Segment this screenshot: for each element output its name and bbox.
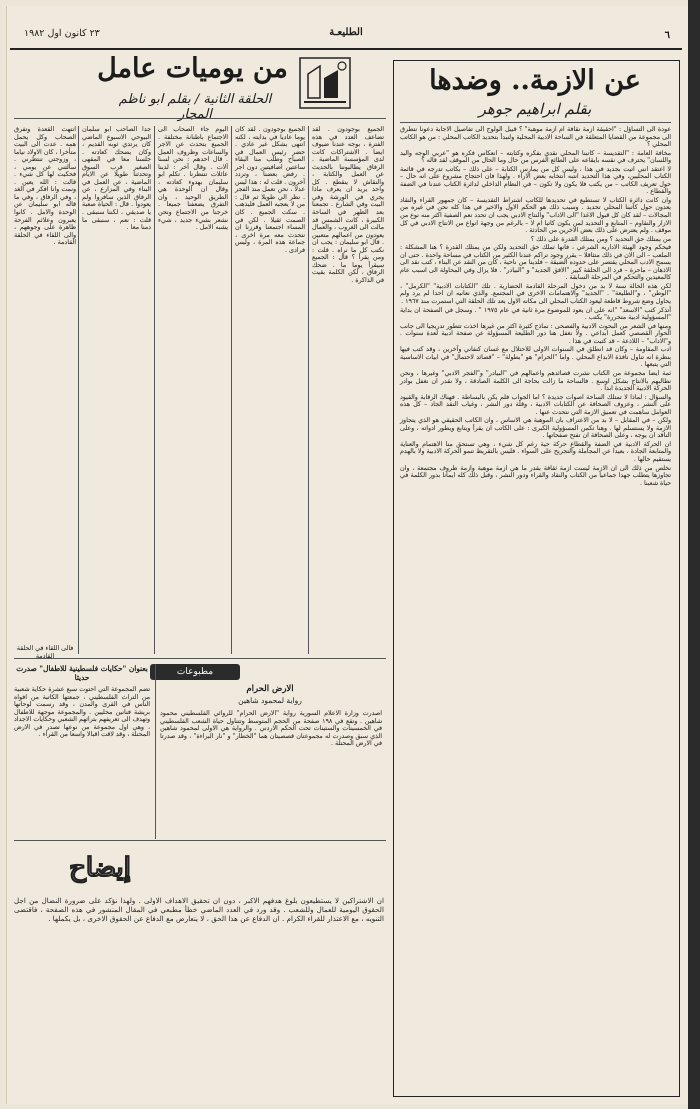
column-divider [231, 126, 232, 654]
paragraph: أتذكر كتب "الاسعد" "انه على ان يعود للموضوع مرة ثانية في عام ١٩٧٥ " . وسجل في الصفحة ان بداية "المسؤولية ادبية متحررة" يكتب . [400, 306, 671, 322]
right-article-byline: بقلم ابراهيم جوهر [478, 100, 592, 118]
clarification-title: إيضاح [69, 853, 131, 883]
review-book-author: رواية لمحمود شاهين [238, 696, 302, 705]
notice-title: بعنوان "حكايات فلسطينية للاطفال" صدرت حديثا [16, 664, 148, 682]
review-book-title: الارض الحرام [246, 684, 294, 694]
paragraph: ادب المقاومة – وكان قد انطلق في السنوات الاولى للاحتلال مع غسان كنفاني وآخرين ، وقد كتب فيها بنظرة انه تناول نافذة الابداع المحلي . واما "الحرام" هو "بطولة" – "قصائد لاحتمال" في ابيات الاساسية التي يتبعها . [400, 346, 671, 369]
left-article-footer: فالى اللقاء في الحلقة القادمة [16, 645, 74, 660]
issue-date: ٢٣ كانون اول ١٩٨٢ [24, 28, 100, 39]
section-rule [14, 658, 386, 659]
right-article-title: عن الازمة.. وضدها [429, 65, 641, 96]
left-article-column-1: الجميع بوجودون . لقد تضاعف العدد في هذه الفترة ، بوجه عندنا ضيوف ايضا . الاشتراكات كانت لدى المؤسسة الماضية . الرفاق يطالبوننا بالحديث عن العمل والكتابة ، والنقاش لا ينقطع . كل واحد يريد ان يعرف ماذا يجري في الورشة وفي البيت وفي الشارع . تجمعنا بعد الظهر في الساحة الكبيرة ، كانت الشمس قد مالت الى الغروب ، والعمال يعودون من اعمالهم متعبين . قال ابو سليمان : يجب ان نكتب كل ما نراه . قلت : ومن يقرأ ؟ قال : الجميع سيقرأ يوما ما . ضحك الرفاق ، لكن الكلمة بقيت في الذاكرة . [312, 126, 384, 284]
binding-edge [688, 0, 700, 1109]
paragraph: نخلص من ذلك الى ان الازمة ليست ازمة ثقافة بقدر ما هي ازمة موهبة وازمة ظروف مجتمعة ، وان تجاوزها يتطلب جهدا جماعيا من الكتاب والنقاد والقراء ودور النشر ، وقبل ذلك كله ايمانا بدور الكلمة في حياة شعبنا . [400, 464, 671, 487]
left-article-column-5: انتهت القعدة وتفرق الصحاب وكل يحمل همه . عدت الى البيت متأخرا ، كان الاولاد نياما ، وزوجتي تنتظرني . سألتني عن يومي ، فحكيت لها كل شيء . قالت : الله يعين . ونمت وانا افكر في الغد ، وفي الرفاق ، وفي ما قاله ابو سليمان عن الوحدة والامل . كانوا يعبرون وعلائم الفرحة ظاهرة على وجوههم ، والى اللقاء في الحلقة القادمة . [14, 126, 76, 247]
left-article-column-2: الجميع بوجودون . لقد كان يوما عاديا في بدايته ، لكنه انتهى بشكل غير عادي . حضر رئيس العمال في الصباح وطلب منا البقاء ساعتين اضافيتين دون اجر . رفض بعضنا ، وتردد آخرون . قلت له : هذا ليس عدلا ، نحن نعمل منذ الفجر . نظر الي طويلا ثم قال : من لا يعجبه العمل فليذهب . سكت الجميع . كان الصمت ثقيلا . لكن في المساء اجتمعنا وقررنا ان نتحدث معه مرة اخرى ، جماعة هذه المرة ، وليس فرادى . [235, 126, 305, 254]
paragraph: ولكن – في المقابل – لا بد من الاعتراف بان الموهبة هي الاساس ، وان الكاتب الحقيقي هو الذي يتجاوز الازمة ولا يستسلم لها . وهنا تكمن المسؤولية الكبرى : على الكاتب ان يقرأ ويتابع ويطور ادواته ، وعلى الناقد ان يوجه ، وعلى الصحافة ان تفتح صفحاتها . [400, 417, 671, 440]
paragraph: مخافة العامة : "التقديسة – كاتبنا المحلي نقدي بفكره وكتابته – انعكاس فكره هو "عربي الوجه واليد واللسان" يحترف في نقسه بايقاعه على الطائع الفرس من حال وما الحال من الموقف لقد قاله ؟ [400, 149, 671, 165]
paragraph: عودة الى التساؤل : "احقيقة ازمة نقافة ام ازمة موهبة" ؟ قبيل الولوج الى تفاصيل الاجابة دعونا نتطرق الى مجموعة من القضايا المتعلقة في الساحة الادبية المحلية ولنبدأ بتحديد الكاتب المحلي : من هو الكاتب المحلي ؟ [400, 126, 671, 149]
clarification-text: ان الاشتراكين لا يستطيعون بلوغ هدفهم الاكبر ، دون ان تحقيق الاهداف الاولى . ولهذا نؤكد على ضرورة النضال من اجل الحقوق اليومية للعمال وللشعب . وقد ورد في العدد الماضي خطأ مطبعي في المقال المنشور في هذه الصفحة ، فاقتضى التنويه ، مع الاعتذار للقراء الكرام . ان الدفاع عن هذا الحق ، لا يتعارض مع الدفاع عن الحقوق الاخرى ، بل يكملها . [14, 896, 384, 923]
paragraph: لكن هذه الحالة سنة لا بد من دخول المرحلة القادمة الحضارية . تلك "الكتابات الادبية" "الكرمل" ، "الوطن" ، و"الطليعة" . "الجديد" والاهتمامات الاخرى في المجتمع. والذي نعانيه ان احدا لم يرد ولم يحاول وضع شروط قاطعة ليعود الكتاب المحلي الى مكانه الاول بعد تلك الحلقة التي استمرت منذ ١٩٦٧ . [400, 282, 671, 306]
section-rule [14, 840, 386, 841]
column-divider [154, 126, 155, 654]
left-article-title: من يوميات عامل [97, 53, 288, 84]
page-number: ٦ [664, 30, 670, 41]
notice-text: تضم المجموعة التي احتوت سبع عشرة حكاية شعبية من التراث الفلسطيني ، جمعتها الكاتبة من افواه الناس في القرى والمدن ، وقد رسمت لوحاتها بريشة فنانين محليين . والمجموعة موجهة للاطفال وتهدف الى تعريفهم بتراثهم الشعبي وحكايات الاجداد ، وهي اول مجموعة من نوعها تصدر في الارض المحتلة ، وقد لاقت اقبالا واسعا من القراء . [14, 686, 150, 739]
right-article-title-rule [400, 122, 671, 123]
paragraph: ومنها في الشعر من البحوث الادبية والفصحى : نماذج كثيرة اكثر من غيرها اخذت تتطور تدريجيا الى جانب الحوار القصصي كعمل ابداعي . ولا نغفل هنا دور الطليعة المسؤولة عن صفحة ادبية لعدة سنوات . و"الاداب" – اللاذعة – قد كتبت في هذا . [400, 322, 671, 345]
review-text: اصدرت وزارة الاعلام السورية رواية "الارض الحرام" للروائي الفلسطيني محمود شاهين . وتقع في ١٩٨ صفحة من الحجم المتوسط وتتناول حياة الشعب الفلسطيني في الخمسينات والستينات تحت الحكم الاردني . والرواية هي الاولى لمحمود شاهين الذي سبق وصدرت له مجموعتان قصصيتان هما "الخطار" و "نار البراءة" ، وقد صدرتا في الارض المحتلة . [160, 710, 382, 748]
page-header [10, 8, 682, 44]
paragraph: والسؤال : لماذا لا تمتلك الساحة اصوات جديدة ؟ اما الجواب فلم يكن بالبساطة . فهناك الرقابة والقيود على النشر ، وعزوف الصحافة عن الكتابات الادبية ، وقلة دور النشر ، وغياب النقد الجاد – كل هذه العوامل ساهمت في تعميق الازمة التي نتحدث عنها . [400, 393, 671, 416]
right-article-body [400, 126, 671, 1092]
paragraph: ان الحركة الادبية في الضفة والقطاع حركة حية رغم كل شيء ، وهي تستحق منا الاهتمام والعناية والمتابعة الجادة ، بعيدا عن المجاملة والتجريح على السواء . فليس بالتقريظ تنمو الحركة الادبية ولا بالهدم يستقيم حالها . [400, 440, 671, 463]
review-badge: مطبوعات [150, 664, 240, 680]
publication-name: الطليعـة [329, 27, 363, 38]
paragraph: من يمتلك حق التحديد ؟ ومن يمتلك القدرة على ذلك ؟ [530, 235, 671, 243]
column-divider [78, 126, 79, 654]
column-logo-icon [298, 54, 352, 112]
column-divider [308, 126, 309, 654]
paragraph: لا اعتقد انني اتيت بجديد في هذا ، وليس كل من يمارس الكتابة – على ذلك – بكاتب تدرجه في قائمة الكتاب المحليين، وفي هذا التحديد انتبه انتخابه بعض الاراء . ولهذا فان احتجاج مشروع على انه حال – حول تعريف الكاتب – من يكتب فلا يكون ولا تكون – في النظام الداخلي لدائرة الكتاب عندنا في الضفة والقطاع . [400, 165, 671, 196]
header-rule [10, 48, 682, 50]
paragraph: ثمة ايضا مجموعة من الكتاب نشرت قصائدهم واعمالهم في "البيادر" و"الفجر الادبي" وغيرها ، ونحن نطالبهم بالانتاج بشكل اوسع . فالساحة ما زالت بحاجة الى الكلمة الصادقة ، ولا نقدر ان نغفل بوادر الحركة الادبية الجديدة ابدا . [400, 369, 671, 393]
column-divider [155, 664, 156, 839]
left-article-byline: الحلقة الثانية / بقلم ابو ناظم المجار [118, 92, 272, 122]
paragraph: فيحكم وجود الهيئة الاداريه الشرعي ، فانها تملك حق التحديد ولكن من يمتلك القدرة ؟ هنا المشكلة : الملعب – الى الان في ذلك متثاقلا – يقرر وجود تراكم عندنا الكثير من الكتاب في مساحة واحدة . حتى ان يسمح الادب المحلي يقتصر على حدوده الضيقة – فلدينا من ناحية ، كان من النقد عن البناء ، كتب نقد الى الاذهان – ماحرة – فرد الى الحلقة كبير "الافق الجديد" و "البيادر" . فلا يزال وفي المحاولة الى اسبب عام كالمعيدين والتحكم في المرحلة السابقة . [400, 244, 671, 282]
paragraph: وان كانت دائرة الكتاب لا تستطيع في تحديدها للكاتب اشتراط التقديسة – كان جمهور القراء والنقاد يعدون حول كاتبنا المحلي تحديد . وسبب ذلك هو الحكم الاول والاخير في هذا كله نحن في غيره من المجالات – لقد كان كل قبول الاغذا "الى الاداب" والنتاج الادبي يجب ان تحدد نعم الصفية اكثر منه نوع من الازار والنقاوم – المتابع و التحديد لمن يكون كاتبا ام لا – بالرغم من وجهة انواع من الانتاج الادبي في كل موقف . ولم يعترض على ذلك بعض الاخرين من الحادثة . [400, 196, 671, 235]
left-article-column-4: جدا الصاحب ابو سلمان البيوحي الاسبوع الماضي كان يرتدي ثوبه القديم ، وكان يضحك كعادته . جلسنا معا في المقهى الصغير قرب السوق وتحدثنا طويلا عن الايام الماضية ، عن العمل في البناء وفي المزارع ، عن الرفاق الذين سافروا ولم يعودوا . قال : الحياة صعبة يا صديقي ، لكننا سنبقى . قلت : نعم ، سنبقى ما دمنا معا . [82, 126, 151, 232]
left-article-title-rule [14, 118, 386, 119]
left-article-column-3: اليوم جاء الصحاب الى الاجتماع باطنانة مختلفة . الجميع يتحدث عن الاجر والساعات وظروف العمل . قال احدهم : نحن لسنا آلات . وقال آخر : لدينا عائلات تنتظرنا . تكلم ابو سليمان بهدوء كعادته ، وقال ان الوحدة هي الطريق الوحيد ، وان التفرق يضعفنا جميعا . خرجنا من الاجتماع ونحن نشعر بشيء جديد ، شيء يشبه الامل . [158, 126, 228, 232]
